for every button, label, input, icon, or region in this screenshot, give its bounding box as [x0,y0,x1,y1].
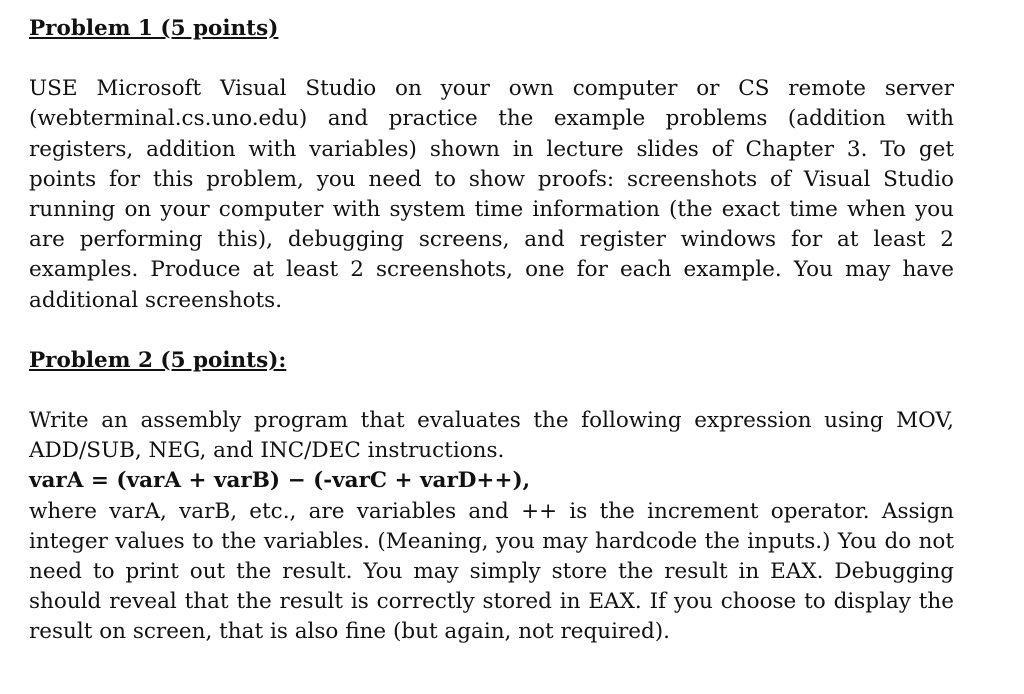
problem-1-heading: Problem 1 (5 points) [29,16,279,41]
problem-1-body: USE Microsoft Visual Studio on your own computer or CS remote server (webterminal.cs.uno.edu) and practice the example problems (addition with registers, addition with variables) shown in lecture slides of Chapter 3. To get points for this problem, you need to show proofs: screenshots of Visual Studio running on your computer with system time information (the exact time when you are performing this), debugging screens, and register windows for at least 2 examples. Produce at least 2 screenshots, one for each example. You may have additional screenshots. [29,76,954,313]
problem-2-heading: Problem 2 (5 points): [29,347,287,373]
problem-2-expression: varA = (varA + varB) − (-varC + varD++), [29,468,531,494]
problem-2-intro: Write an assembly program that evaluates the following expression using MOV, ADD/SUB, NEG, and INC/DEC instructions. [29,408,954,464]
problem-2-body: where varA, varB, etc., are variables and ++ is the increment operator. Assign integer values to the variables. (Meaning, you may hardcode the inputs.) You do not need to print out the result. You may simply store the result in EAX. Debugging should reveal that the result is correctly stored in EAX. If you choose to display the result on screen, that is also fine (but again, not required). [29,498,954,645]
